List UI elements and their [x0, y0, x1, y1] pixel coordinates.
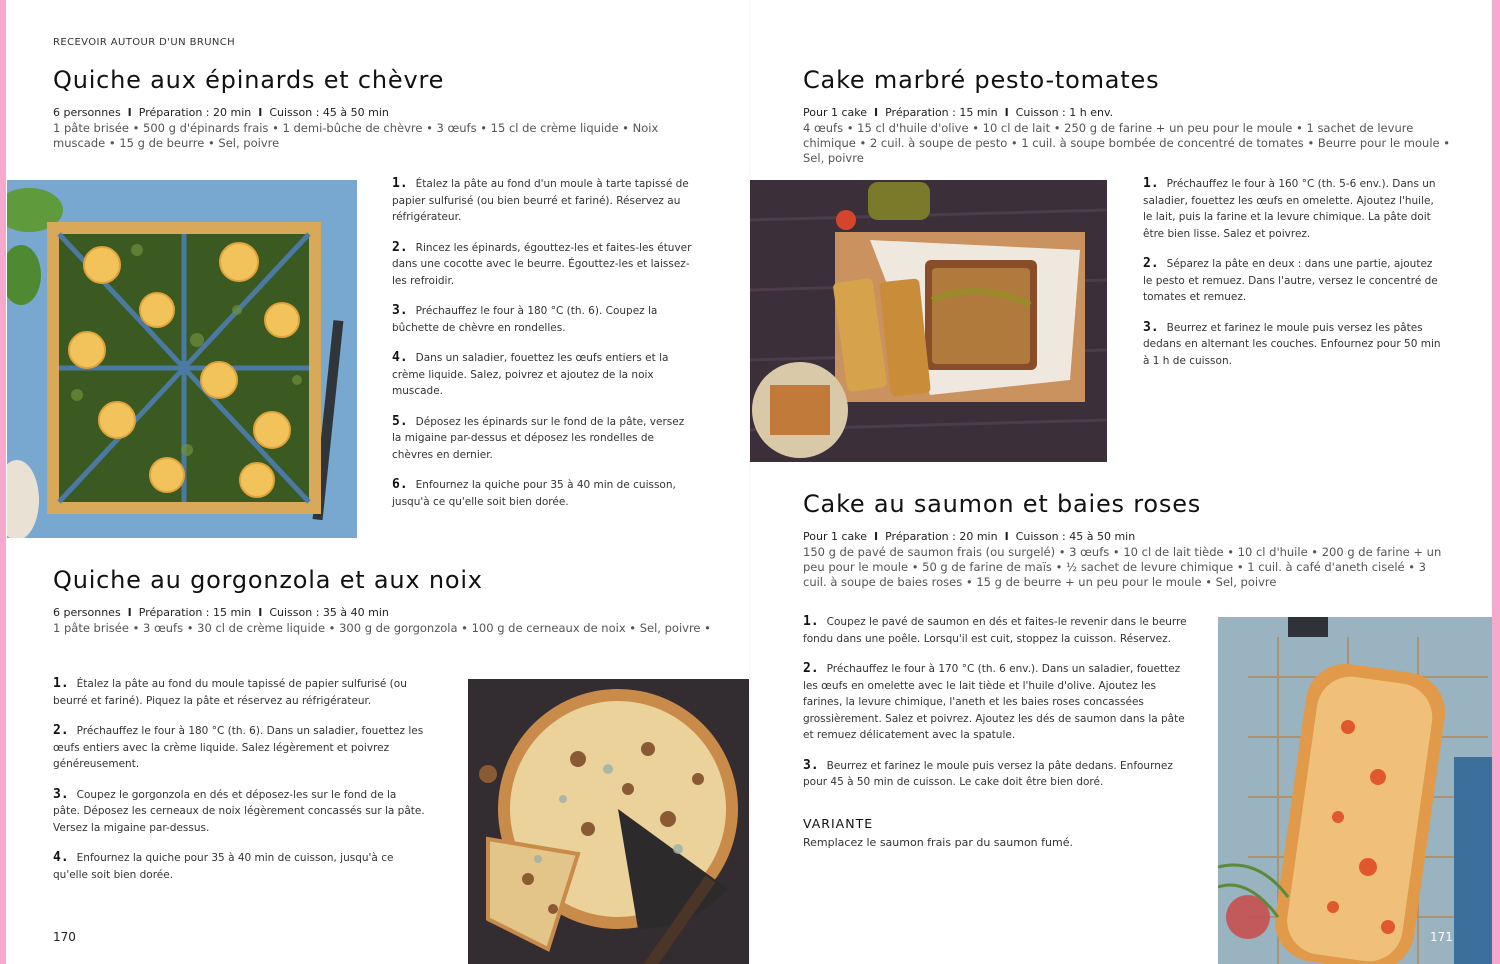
page-edge-left [0, 0, 6, 964]
step-text: Préchauffez le four à 160 °C (th. 5-6 env.). Dans un saladier, fouettez les œufs en omelette. Ajoutez l'huile, le lait, puis la farine et la levure chimique. La pâte doit être bien lisse. Salez et poivrez. [1143, 178, 1436, 240]
recipe-meta-quiche-gorgonzola: 6 personnes I Préparation : 15 min I Cuisson : 35 à 40 min [53, 606, 389, 619]
page-edge-right [1492, 0, 1500, 964]
recipe-step [53, 787, 425, 837]
step-number: 2. [53, 723, 69, 738]
recipe-title-cake-saumon: Cake au saumon et baies roses [803, 490, 1202, 518]
recipe-meta-cake-pesto: Pour 1 cake I Préparation : 15 min I Cuisson : 1 h env. [803, 106, 1114, 119]
steps-quiche-gorgonzola [53, 676, 425, 897]
step-number: 5. [392, 413, 408, 429]
step-text: Enfournez la quiche pour 35 à 40 min de cuisson, jusqu'à ce qu'elle soit bien dorée. [53, 852, 394, 881]
step-text: Étalez la pâte au fond d'un moule à tarte tapissé de papier sulfurisé (ou bien beurré et fariné). Réservez au réfrigérateur. [392, 178, 689, 223]
recipe-step [53, 723, 425, 773]
serves: 6 personnes [53, 106, 121, 119]
page-number-right: 171 [1430, 930, 1453, 944]
step-number: 3. [53, 786, 69, 802]
step-text: Coupez le pavé de saumon en dés et faites-le revenir dans le beurre fondu dans une poêle. Lorsqu'il est cuit, stoppez la cuisson. Réservez. [803, 616, 1187, 645]
step-number: 4. [392, 350, 408, 365]
photo-salmon-cake [1218, 617, 1492, 964]
recipe-step [803, 614, 1188, 647]
ingredients-quiche-epinards: 1 pâte brisée • 500 g d'épinards frais • 1 demi-bûche de chèvre • 3 œufs • 15 cl de crème liquide • Noix muscade • 15 g de beurre • Sel, poivre [53, 121, 659, 150]
step-number: 1. [392, 176, 408, 191]
recipe-step [392, 303, 692, 336]
step-number: 1. [803, 614, 819, 629]
step-number: 1. [53, 676, 69, 691]
running-head: RECEVOIR AUTOUR D'UN BRUNCH [53, 37, 236, 48]
ingredients-cake-pesto: 4 œufs • 15 cl d'huile d'olive • 10 cl de lait • 250 g de farine + un peu pour le moule • 1 sachet de levure chimique • 2 cuil. à soupe de pesto • 1 cuil. à soupe bombée de concentré de tomates • Beurre pour le moule • Sel, poivre [803, 121, 1451, 165]
recipe-meta-quiche-epinards: 6 personnes I Préparation : 20 min I Cuisson : 45 à 50 min [53, 106, 389, 119]
step-number: 4. [53, 850, 69, 865]
book-gutter [749, 0, 751, 964]
photo-spinach-quiche [7, 180, 357, 538]
cook-time: Cuisson : 45 à 50 min [1015, 530, 1136, 543]
steps-cake-saumon [803, 614, 1188, 805]
recipe-step [803, 661, 1188, 744]
ingredients-cake-saumon: 150 g de pavé de saumon frais (ou surgelé) • 3 œufs • 10 cl de lait tiède • 10 cl d'huile • 200 g de farine + un peu pour le moule • 50 g de farine de maïs • ½ sachet de levure chimique • 1 cuil. à café d'aneth ciselé • 3 cuil. à soupe de baies roses • 15 g de beurre + un peu pour le moule • Sel, poivre [803, 545, 1442, 589]
step-text: Séparez la pâte en deux : dans une partie, ajoutez le pesto et remuez. Dans l'autre, versez le concentré de tomates et remuez. [1143, 258, 1438, 303]
step-number: 2. [392, 239, 408, 255]
step-text: Beurrez et farinez le moule puis versez les pâtes dedans en alternant les couches. Enfournez pour 50 min à 1 h de cuisson. [1143, 321, 1441, 367]
photo-gorgonzola-quiche [468, 679, 749, 964]
step-text: Rincez les épinards, égouttez-les et faites-les étuver dans une cocotte avec le beurre. Égouttez-les et laissez-les refroidir. [392, 241, 692, 287]
recipe-step [803, 758, 1188, 791]
page-number-left: 170 [53, 930, 76, 944]
cook-time: Cuisson : 45 à 50 min [269, 106, 389, 119]
recipe-step [392, 350, 692, 400]
step-number: 3. [1143, 319, 1159, 335]
steps-cake-pesto [1143, 176, 1443, 383]
step-text: Déposez les épinards sur le fond de la pâte, versez la migaine par-dessus et déposez les rondelles de chèvres en dernier. [392, 415, 685, 461]
step-text: Coupez le gorgonzola en dés et déposez-les sur le fond de la pâte. Déposez les cerneaux de noix légèrement concassés sur la pâte. Versez la migaine par-dessus. [53, 788, 425, 834]
recipe-step [1143, 320, 1443, 370]
step-text: Dans un saladier, fouettez les œufs entiers et la crème liquide. Salez, poivrez et ajoutez de la noix muscade. [392, 352, 669, 397]
photo-pesto-tomato-cake [750, 180, 1107, 462]
variant-title: VARIANTE [803, 816, 874, 831]
recipe-step [392, 176, 692, 226]
prep-time: Préparation : 20 min [885, 530, 998, 543]
step-text: Étalez la pâte au fond du moule tapissé de papier sulfurisé (ou beurré et fariné). Piquez la pâte et réservez au réfrigérateur. [53, 678, 407, 707]
steps-quiche-epinards [392, 176, 692, 524]
recipe-step [392, 477, 692, 510]
serves: Pour 1 cake [803, 106, 867, 119]
recipe-step [1143, 176, 1443, 242]
step-number: 1. [1143, 176, 1159, 191]
variant-text: Remplacez le saumon frais par du saumon fumé. [803, 836, 1073, 849]
recipe-step [53, 676, 425, 709]
recipe-title-quiche-gorgonzola: Quiche au gorgonzola et aux noix [53, 566, 483, 594]
step-text: Préchauffez le four à 180 °C (th. 6). Dans un saladier, fouettez les œufs entiers avec la crème liquide. Salez légèrement et poivrez généreusement. [53, 725, 424, 770]
step-number: 3. [803, 757, 819, 773]
cook-time: Cuisson : 35 à 40 min [269, 606, 389, 619]
recipe-step [53, 850, 425, 883]
step-number: 2. [803, 661, 819, 676]
cook-time: Cuisson : 1 h env. [1015, 106, 1114, 119]
prep-time: Préparation : 15 min [138, 606, 252, 619]
step-number: 2. [1143, 256, 1159, 271]
step-number: 3. [392, 303, 408, 318]
recipe-step [392, 240, 692, 290]
serves: Pour 1 cake [803, 530, 867, 543]
ingredients-quiche-gorgonzola: 1 pâte brisée • 3 œufs • 30 cl de crème liquide • 300 g de gorgonzola • 100 g de cerneaux de noix • Sel, poivre • [53, 621, 711, 635]
step-text: Beurrez et farinez le moule puis versez la pâte dedans. Enfournez pour 45 à 50 min de cuisson. Le cake doit être bien doré. [803, 759, 1173, 788]
recipe-title-quiche-epinards: Quiche aux épinards et chèvre [53, 66, 445, 94]
step-text: Enfournez la quiche pour 35 à 40 min de cuisson, jusqu'à ce qu'elle soit bien dorée. [392, 479, 676, 508]
recipe-title-cake-pesto: Cake marbré pesto-tomates [803, 66, 1160, 94]
recipe-meta-cake-saumon: Pour 1 cake I Préparation : 20 min I Cuisson : 45 à 50 min [803, 530, 1136, 543]
prep-time: Préparation : 20 min [138, 106, 252, 119]
serves: 6 personnes [53, 606, 121, 619]
step-number: 6. [392, 477, 408, 492]
step-text: Préchauffez le four à 170 °C (th. 6 env.). Dans un saladier, fouettez les œufs en omelette avec le lait tiède et l'huile d'olive. Ajoutez les farines, la levure chimique, l'aneth et les baies roses concassées grossièrement. Salez et poivrez. Ajoutez les dés de saumon dans la pâte et remuez délicatement avec la spatule. [803, 663, 1185, 741]
recipe-step [392, 414, 692, 464]
step-text: Préchauffez le four à 180 °C (th. 6). Coupez la bûchette de chèvre en rondelles. [392, 305, 658, 334]
recipe-step [1143, 256, 1443, 306]
prep-time: Préparation : 15 min [885, 106, 998, 119]
